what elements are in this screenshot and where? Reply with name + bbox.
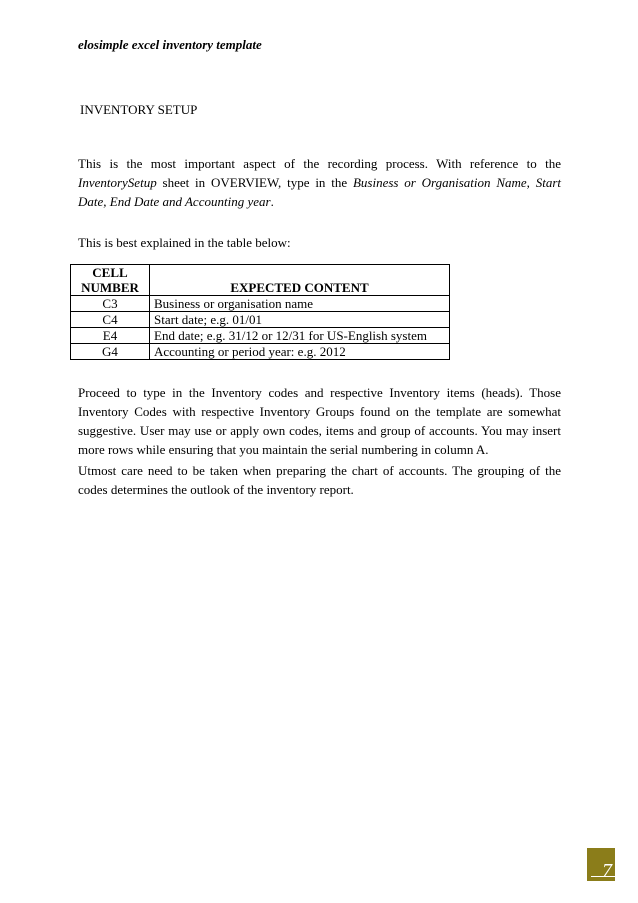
intro-text-3: . [270, 194, 274, 209]
row-content: Business or organisation name [150, 296, 450, 312]
row-cell-id: G4 [71, 344, 150, 360]
row-content: End date; e.g. 31/12 or 12/31 for US-English system [150, 328, 450, 344]
row-cell-id: C3 [71, 296, 150, 312]
row-cell-id: C4 [71, 312, 150, 328]
intro-italic-sheet-name: InventorySetup [78, 175, 157, 190]
intro-italic-fields: Business or Organisation Name, Start Date, End Date and Accounting year [78, 175, 562, 209]
page-number: 7 [602, 860, 612, 882]
table-row [71, 328, 450, 344]
row-cell-id: E4 [71, 328, 150, 344]
chart-of-accounts-paragraph: Utmost care need to be taken when preparing the chart of accounts. The grouping of the codes determines the outlook of the inventory report. [78, 463, 561, 497]
table-lead-text: This is best explained in the table below: [78, 235, 291, 250]
page-number-badge [587, 848, 615, 881]
inventory-codes-paragraph: Proceed to type in the Inventory codes and respective Inventory items (heads). Those Inventory Codes with respective Inventory Groups found on the template are somewhat suggestive. User may use or apply own codes, items and group of accounts. You may insert more rows while ensuring that you maintain the serial numbering in column A. [78, 385, 561, 457]
intro-text-1: This is the most important aspect of the recording process. With reference to the [78, 156, 561, 171]
header-cell-number: CELL NUMBER [71, 265, 150, 296]
section-heading: INVENTORY SETUP [80, 102, 198, 117]
table-row [71, 296, 450, 312]
intro-paragraph [78, 154, 561, 211]
intro-text-2: sheet in OVERVIEW, type in the [156, 175, 353, 190]
document-header-title: elosimple excel inventory template [78, 37, 262, 52]
header-expected-content: EXPECTED CONTENT [150, 265, 450, 296]
cell-content-table [70, 264, 450, 360]
table-row [71, 344, 450, 360]
row-content: Start date; e.g. 01/01 [150, 312, 450, 328]
table-row [71, 312, 450, 328]
row-content: Accounting or period year: e.g. 2012 [150, 344, 450, 360]
table-header-row [71, 265, 450, 296]
